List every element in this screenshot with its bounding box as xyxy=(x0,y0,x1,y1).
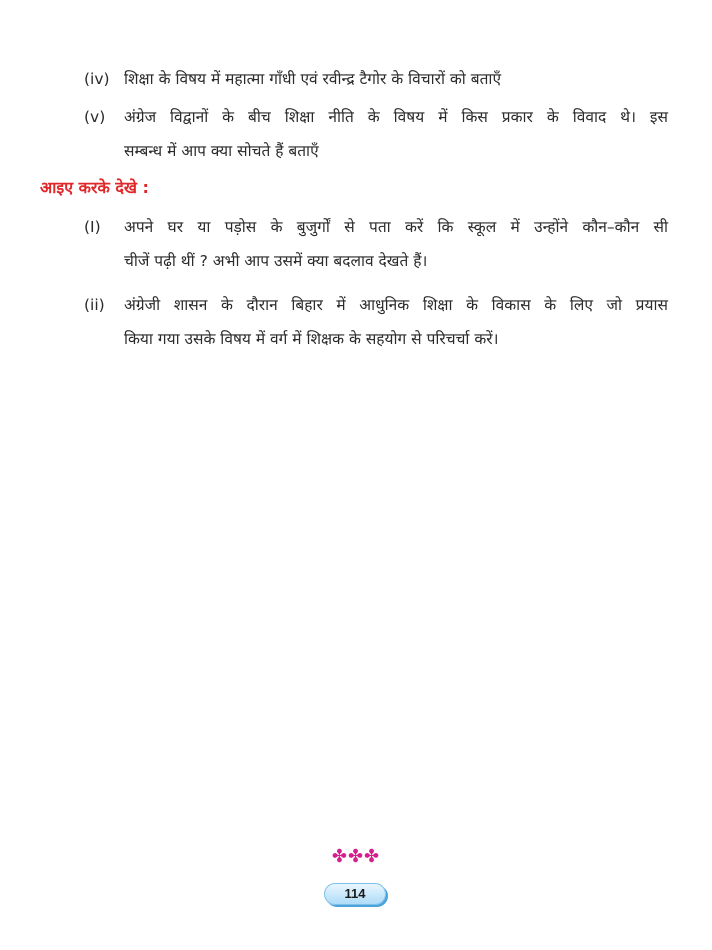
activity-list xyxy=(84,210,668,356)
activity-number: (I) xyxy=(84,218,101,236)
activity-text-line: चीजें पढ़ी थीं ? अभी आप उसमें क्या बदलाव देखते हैं। xyxy=(124,252,428,270)
page-number-badge xyxy=(324,883,388,907)
activity-text-line: किया गया उसके विषय में वर्ग में शिक्षक के सहयोग से परिचर्चा करें। xyxy=(124,330,499,348)
question-number: (v) xyxy=(84,108,106,126)
decorative-ornament: ✤✤✤ xyxy=(331,846,381,867)
page-number: 114 xyxy=(324,883,386,905)
question-v xyxy=(84,100,668,168)
question-text-line: शिक्षा के विषय में महात्मा गाँधी एवं रवीन्द्र टैगोर के विचारों को बताएँ xyxy=(124,70,502,88)
activity-text-line: अंग्रेजी शासन के दौरान बिहार में आधुनिक शिक्षा के विकास के लिए जो प्रयास xyxy=(124,296,668,314)
activity-ii xyxy=(84,288,668,356)
activity-number: (ii) xyxy=(84,296,105,314)
question-iv xyxy=(84,62,668,96)
activity-heading: आइए करके देखे : xyxy=(40,178,149,197)
question-number: (iv) xyxy=(84,70,110,88)
activity-i xyxy=(84,210,668,278)
question-text-line: सम्बन्ध में आप क्या सोचते हैं बताएँ xyxy=(124,142,319,160)
question-text-line: अंग्रेज विद्वानों के बीच शिक्षा नीति के विषय में किस प्रकार के विवाद थे। इस xyxy=(124,108,668,126)
activity-text-line: अपने घर या पड़ोस के बुजुर्गों से पता करें कि स्कूल में उन्होंने कौन–कौन सी xyxy=(124,218,668,236)
question-list xyxy=(84,62,668,168)
